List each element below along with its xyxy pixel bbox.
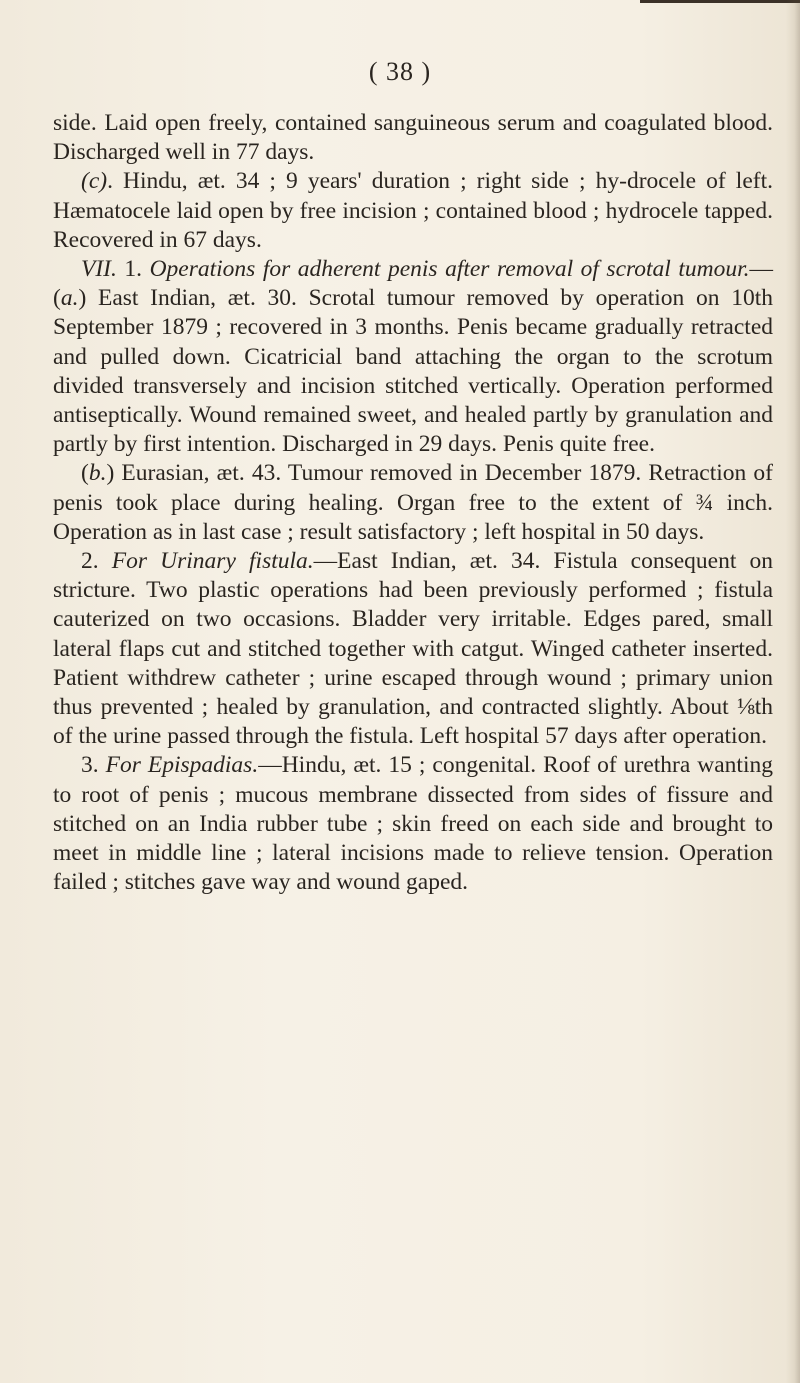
page-number: ( 38 ) bbox=[368, 57, 432, 86]
text-run: —( bbox=[53, 256, 774, 312]
page-edge-rule bbox=[640, 0, 800, 3]
text-run: ) Eurasian, æt. 43. Tumour removed in December 1879. Retraction of penis took place during healing. Organ free to the extent of ¾ inch. Operation as in last case ; result satisfactory ; left hospital in 50 days. bbox=[53, 460, 773, 545]
page-edge-shadow bbox=[786, 0, 800, 1383]
italic-text: Operations for adherent penis after removal of scrotal tumour. bbox=[149, 256, 750, 283]
paragraph bbox=[53, 751, 773, 897]
text-run: 1. bbox=[116, 256, 150, 283]
italic-text: VII. bbox=[81, 256, 117, 283]
text-run: 2. bbox=[81, 548, 112, 575]
text-run: side. Laid open freely, contained sanguineous serum and coagulated blood. Discharged well in 77 days. bbox=[53, 110, 773, 166]
text-run: —Hindu, æt. 15 ; congenital. Roof of urethra wanting to root of penis ; mucous membrane dissected from sides of fissure and stitched on an India rubber tube ; skin freed on each side and brought to meet in middle line ; lateral incisions made to relieve tension. Operation failed ; stitches gave way and wound gaped. bbox=[53, 752, 773, 896]
paragraph bbox=[53, 167, 773, 255]
paragraph bbox=[53, 109, 773, 167]
text-run: . Hindu, æt. 34 ; 9 years' duration ; right side ; hy-drocele of left. Hæmatocele laid open by free incision ; contained blood ; hydrocele tapped. Recovered in 67 days. bbox=[53, 168, 773, 253]
paragraph bbox=[53, 459, 773, 547]
italic-text: For Epispadias. bbox=[105, 752, 259, 779]
body-text bbox=[53, 109, 773, 897]
text-run: 3. bbox=[81, 752, 106, 779]
paragraph bbox=[53, 547, 773, 751]
italic-text: a. bbox=[60, 285, 79, 312]
paragraph bbox=[53, 255, 773, 459]
italic-text: b. bbox=[88, 460, 107, 487]
text-run: ) East Indian, æt. 30. Scrotal tumour removed by operation on 10th September 1879 ; recovered in 3 months. Penis became gradually retracted and pulled down. Cicatricial band attaching the organ to the scrotum divided transversely and incision stitched vertically. Operation performed antiseptically. Wound remained sweet, and healed partly by granulation and partly by first intention. Discharged in 29 days. Penis quite free. bbox=[53, 285, 773, 458]
italic-text: For Urinary fistula. bbox=[111, 548, 314, 575]
italic-text: (c) bbox=[81, 168, 108, 195]
text-run: ( bbox=[81, 460, 89, 487]
text-run: —East Indian, æt. 34. Fistula consequent on stricture. Two plastic operations had been previously performed ; fistula cauterized on two occasions. Bladder very irritable. Edges pared, small lateral flaps cut and stitched together with catgut. Winged catheter inserted. Patient withdrew catheter ; urine escaped through wound ; primary union thus prevented ; healed by granulation, and contracted slightly. About ⅛th of the urine passed through the fistula. Left hospital 57 days after operation. bbox=[53, 548, 774, 750]
